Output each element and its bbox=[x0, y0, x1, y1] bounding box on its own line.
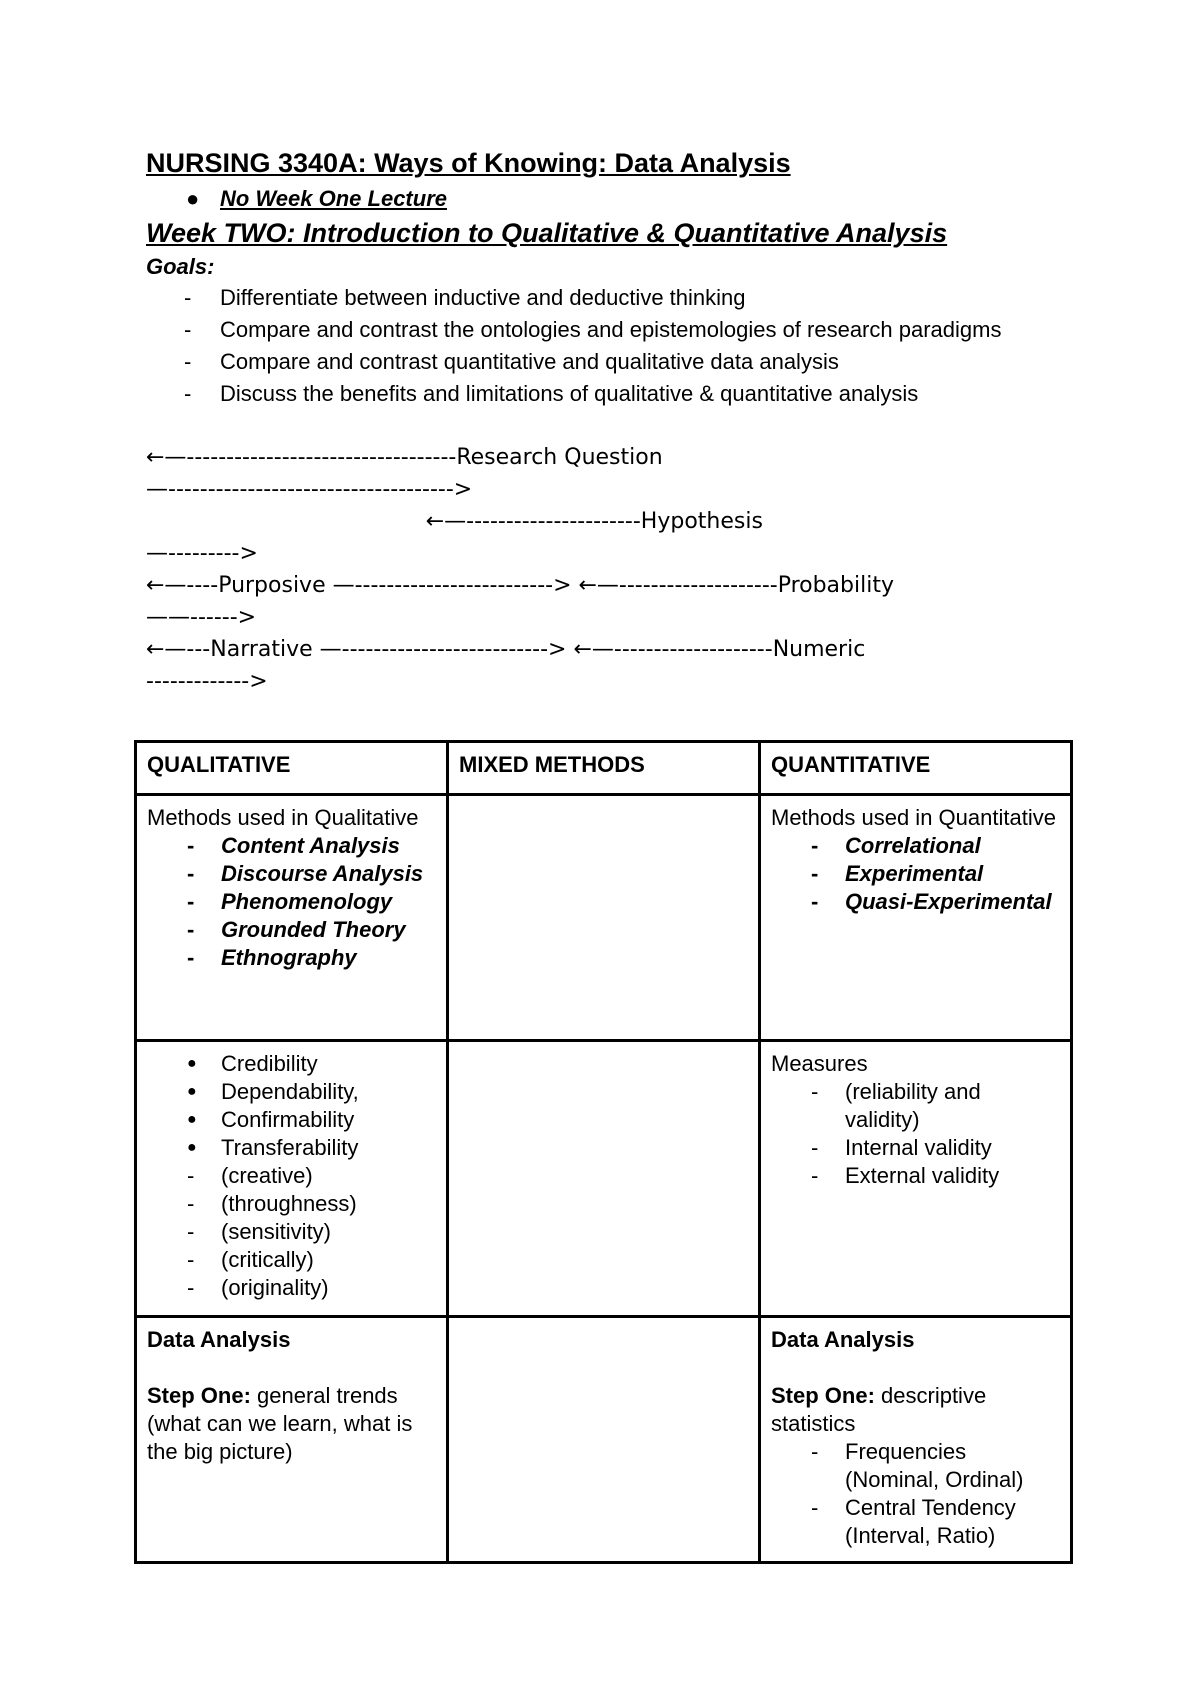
goals-list bbox=[146, 282, 1076, 410]
qual-step-one: Step One: general trends (what can we learn, what is the big picture) bbox=[147, 1383, 413, 1464]
list-item: - Frequencies (Nominal, Ordinal) bbox=[811, 1439, 1024, 1492]
document-page bbox=[146, 140, 1076, 698]
header-mixed-methods: MIXED METHODS bbox=[448, 742, 760, 795]
list-item: ● Transferability bbox=[187, 1135, 359, 1160]
list-item: - Quasi-Experimental bbox=[811, 889, 1052, 914]
arrow-row: —---------> bbox=[146, 541, 258, 566]
list-item: - (sensitivity) bbox=[187, 1219, 332, 1244]
header-qualitative: QUALITATIVE bbox=[136, 742, 448, 795]
goal-item: - Compare and contrast the ontologies and epistemologies of research paradigms bbox=[184, 317, 1002, 342]
arrow-row: -------------> bbox=[146, 669, 268, 694]
header-quantitative: QUANTITATIVE bbox=[760, 742, 1072, 795]
list-item: - Content Analysis bbox=[187, 833, 400, 858]
quant-criteria-cell bbox=[760, 1041, 1072, 1317]
arrow-row: ←—----Purposive —-------------------------> ←—--------------------Probability bbox=[146, 573, 894, 598]
quant-measures-list bbox=[771, 1078, 1060, 1190]
list-item: - Central Tendency (Interval, Ratio) bbox=[811, 1495, 1016, 1548]
goal-item: - Compare and contrast quantitative and qualitative data analysis bbox=[184, 349, 839, 374]
arrow-row: ←—----------------------Hypothesis bbox=[146, 509, 763, 534]
table-row-criteria bbox=[136, 1041, 1072, 1317]
list-item: - Internal validity bbox=[811, 1135, 992, 1160]
list-item: ● Dependability, bbox=[187, 1079, 359, 1104]
list-item: - Grounded Theory bbox=[187, 917, 406, 942]
list-item: - (reliability and validity) bbox=[811, 1079, 981, 1132]
no-lecture-bullet bbox=[186, 184, 1076, 214]
list-item: - (critically) bbox=[187, 1247, 314, 1272]
list-item: - (throughness) bbox=[187, 1191, 357, 1216]
course-title: NURSING 3340A: Ways of Knowing: Data Analysis bbox=[146, 148, 791, 178]
bullet-dot-icon: ● bbox=[186, 186, 200, 211]
arrow-row: ←—----------------------------------Research Question bbox=[146, 445, 663, 470]
week-title: Week TWO: Introduction to Qualitative & Quantitative Analysis bbox=[146, 218, 948, 248]
arrow-row: ←—---Narrative —--------------------------> ←—--------------------Numeric bbox=[146, 637, 866, 662]
list-item: ● Credibility bbox=[187, 1051, 318, 1076]
quant-analysis-cell bbox=[760, 1317, 1072, 1563]
quant-methods-cell bbox=[760, 795, 1072, 1041]
goal-item: - Differentiate between inductive and deductive thinking bbox=[184, 285, 746, 310]
list-item: - (originality) bbox=[187, 1275, 329, 1300]
qual-methods-list bbox=[147, 832, 436, 972]
research-continuum bbox=[146, 442, 1076, 698]
list-item: - Discourse Analysis bbox=[187, 861, 424, 886]
list-item: ● Confirmability bbox=[187, 1107, 355, 1132]
list-item: - Ethnography bbox=[187, 945, 357, 970]
qual-criteria-dashes bbox=[147, 1162, 436, 1302]
comparison-table bbox=[134, 740, 1073, 1564]
table-row-analysis bbox=[136, 1317, 1072, 1563]
mixed-methods-cell bbox=[448, 795, 760, 1041]
list-item: - External validity bbox=[811, 1163, 1000, 1188]
quant-methods-list bbox=[771, 832, 1060, 916]
goal-item: - Discuss the benefits and limitations of qualitative & quantitative analysis bbox=[184, 381, 919, 406]
table-header-row bbox=[136, 742, 1072, 795]
quant-step-one: Step One: descriptive statistics bbox=[771, 1383, 987, 1436]
qual-analysis-title: Data Analysis bbox=[147, 1327, 291, 1352]
qual-analysis-cell bbox=[136, 1317, 448, 1563]
quant-methods-title: Methods used in Quantitative bbox=[771, 805, 1056, 830]
qual-methods-cell bbox=[136, 795, 448, 1041]
no-lecture-text: No Week One Lecture bbox=[220, 186, 447, 211]
mixed-analysis-cell bbox=[448, 1317, 760, 1563]
goals-label: Goals: bbox=[146, 254, 215, 279]
mixed-criteria-cell bbox=[448, 1041, 760, 1317]
list-item: - (creative) bbox=[187, 1163, 313, 1188]
qual-criteria-cell bbox=[136, 1041, 448, 1317]
list-item: - Correlational bbox=[811, 833, 981, 858]
measures-title: Measures bbox=[771, 1051, 868, 1076]
quant-analysis-list bbox=[771, 1438, 1060, 1550]
list-item: - Experimental bbox=[811, 861, 984, 886]
table-row-methods bbox=[136, 795, 1072, 1041]
qual-criteria-bullets bbox=[147, 1050, 436, 1162]
arrow-row: ——------> bbox=[146, 605, 257, 630]
list-item: - Phenomenology bbox=[187, 889, 393, 914]
quant-analysis-title: Data Analysis bbox=[771, 1327, 915, 1352]
qual-methods-title: Methods used in Qualitative bbox=[147, 805, 419, 830]
arrow-row: —------------------------------------> bbox=[146, 477, 473, 502]
